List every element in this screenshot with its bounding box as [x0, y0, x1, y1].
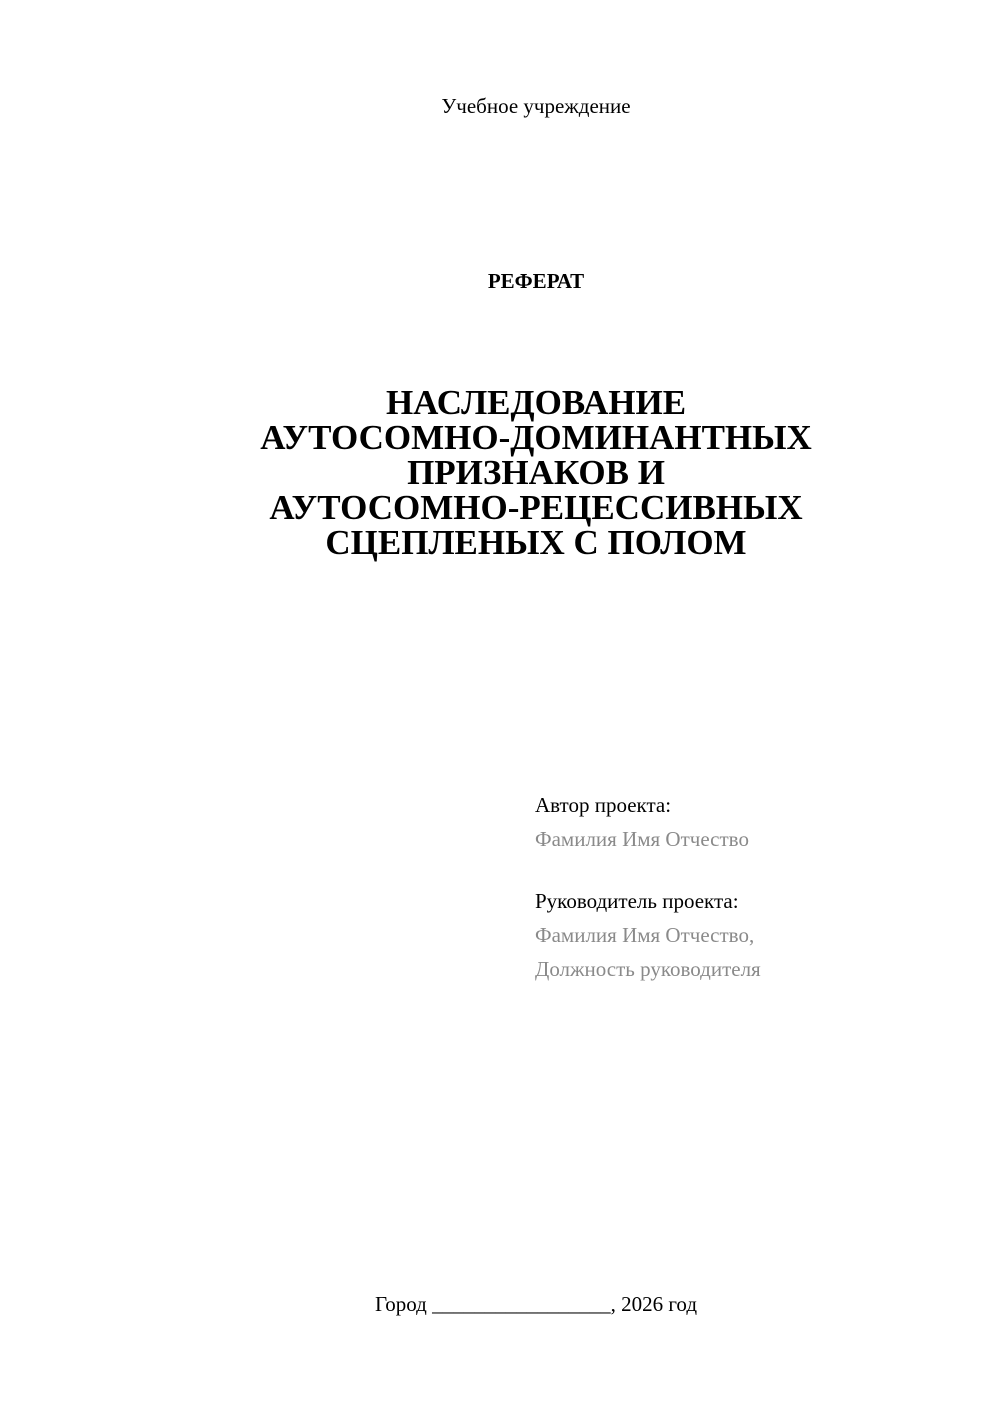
title-line: АУТОСОМНО-РЕЦЕССИВНЫХ [269, 488, 803, 527]
title-line: АУТОСОМНО-ДОМИНАНТНЫХ [260, 418, 812, 457]
city-year-line: Город _________________, 2026 год [374, 1292, 698, 1316]
spacer [535, 856, 955, 884]
supervisor-position: Должность руководителя [535, 957, 761, 981]
title-line: СЦЕПЛЕНЫХ С ПОЛОМ [325, 523, 747, 562]
document-type: РЕФЕРАТ [487, 269, 585, 293]
author-name: Фамилия Имя Отчество [535, 827, 749, 851]
author-label: Автор проекта: [535, 793, 672, 817]
supervisor-label: Руководитель проекта: [535, 889, 739, 913]
title-line: ПРИЗНАКОВ И [407, 453, 665, 492]
document-title [200, 385, 872, 560]
people-block [535, 788, 955, 986]
institution-name: Учебное учреждение [441, 94, 631, 118]
supervisor-name: Фамилия Имя Отчество, [535, 923, 755, 947]
title-line: НАСЛЕДОВАНИЕ [385, 383, 687, 422]
